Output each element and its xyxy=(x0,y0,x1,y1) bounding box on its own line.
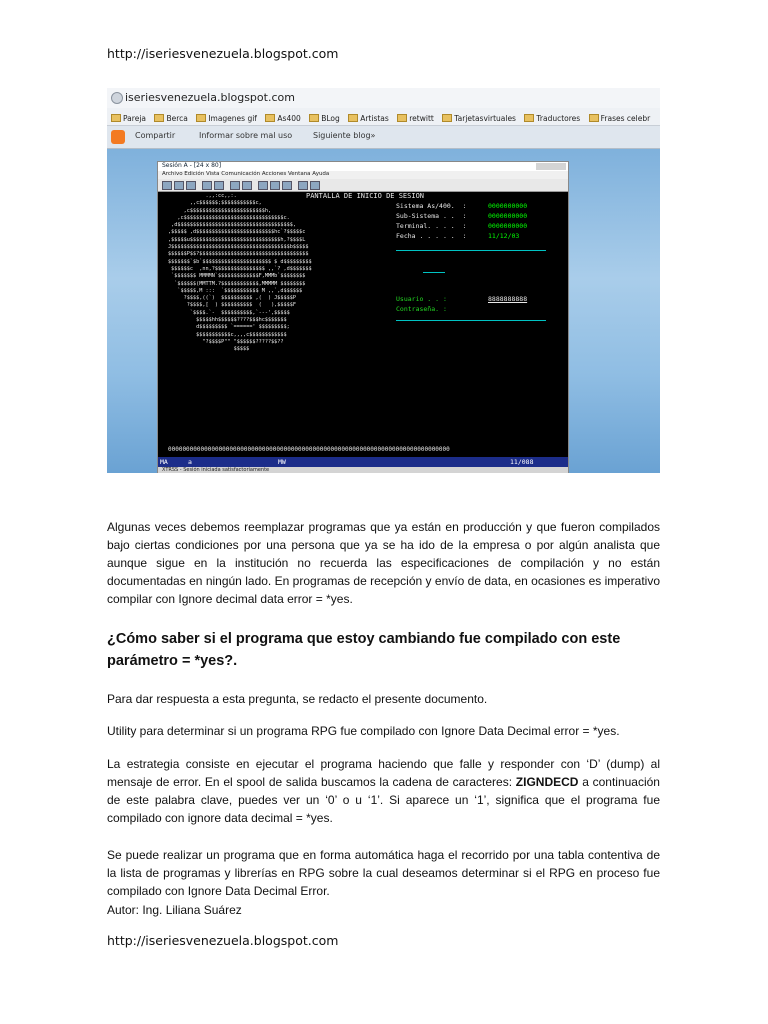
paragraph-utility: Utility para determinar si un programa RPG fue compilado con Ignore Data Decimal error = *yes. xyxy=(107,724,620,738)
field-label-subsystem: Sub-Sistema . . : xyxy=(396,212,467,220)
folder-icon xyxy=(309,114,319,122)
terminal-title: Sesión A - [24 x 80] xyxy=(162,162,222,169)
toolbar-icon xyxy=(202,181,212,190)
paragraph-automation: Se puede realizar un programa que en forma automática haga el recorrido por una tabla contentiva de la lista de programas y librerías en RPG sobre la cual deseamos determinar si el RPG en proceso fue compilado con Ignore Data Decimal Error. xyxy=(107,848,660,898)
next-blog-link: Siguiente blog» xyxy=(313,131,376,140)
address-text: iseriesvenezuela.blogspot.com xyxy=(125,91,295,104)
strategy-text-b: a continuación de este palabra clave, puedes ver un ‘0’ o u ‘1’. Si aparece un ‘1’, significa que el programa fue compilado con ignore data decimal = *yes. xyxy=(107,775,660,825)
toolbar-icon xyxy=(186,181,196,190)
section-heading: ¿Cómo saber si el programa que estoy cambiando fue compilado con este parámetro = *yes?. xyxy=(107,631,621,669)
bookmarks-bar xyxy=(107,108,660,126)
toolbar-icon xyxy=(258,181,268,190)
status-left: MA xyxy=(160,458,168,466)
keyword-zigndecd: ZIGNDECD xyxy=(515,775,579,789)
terminal-toolbar xyxy=(158,179,568,192)
blogger-logo-icon xyxy=(111,130,125,144)
share-link: Compartir xyxy=(135,131,176,140)
terminal-window xyxy=(157,161,569,473)
paragraph-purpose: Para dar respuesta a esta pregunta, se redacto el presente documento. xyxy=(107,692,488,706)
zeros-row: 000000000000000000000000000000000000000000000000000000000000000000000000000000 xyxy=(168,446,450,453)
bookmark-label: Berca xyxy=(166,114,188,123)
password-label: Contraseña. : xyxy=(396,305,447,313)
terminal-footer xyxy=(158,467,568,473)
status-mw: MW xyxy=(278,458,286,466)
field-value-subsystem: 0000000000 xyxy=(488,212,528,220)
bookmark-label: BLog xyxy=(321,114,340,123)
field-value-terminal: 0000000000 xyxy=(488,222,528,230)
footer-url[interactable]: http://iseriesvenezuela.blogspot.com xyxy=(107,933,339,948)
field-value-system: 0000000000 xyxy=(488,202,528,210)
bookmark-item xyxy=(154,114,187,123)
toolbar-icon xyxy=(174,181,184,190)
bookmark-label: Pareja xyxy=(123,114,146,123)
bookmark-label: Tarjetasvirtuales xyxy=(454,114,516,123)
embedded-screenshot xyxy=(107,88,660,473)
bookmark-item xyxy=(524,114,580,123)
folder-icon xyxy=(265,114,275,122)
toolbar-icon xyxy=(282,181,292,190)
bookmark-item xyxy=(111,114,146,123)
bookmark-label: retwitt xyxy=(409,114,434,123)
toolbar-icon xyxy=(242,181,252,190)
browser-address-bar xyxy=(107,88,660,109)
bookmark-item xyxy=(442,114,516,123)
folder-icon xyxy=(196,114,206,122)
globe-icon xyxy=(111,92,123,104)
header-url[interactable]: http://iseriesvenezuela.blogspot.com xyxy=(107,46,339,61)
status-cursor-pos: 11/088 xyxy=(510,458,534,466)
field-label-date: Fecha . . . . . : xyxy=(396,232,467,240)
terminal-menubar xyxy=(158,171,568,179)
window-controls-icon xyxy=(536,163,566,170)
status-indicator: a xyxy=(188,458,192,466)
toolbar-icon xyxy=(162,181,172,190)
folder-icon xyxy=(442,114,452,122)
bookmark-item xyxy=(265,114,300,123)
user-input[interactable]: 8888888888 xyxy=(488,295,528,303)
folder-icon xyxy=(397,114,407,122)
folder-icon xyxy=(524,114,534,122)
terminal-menu-text: Archivo Edición Vista Comunicación Acciones Ventana Ayuda xyxy=(162,171,330,177)
separator-line xyxy=(423,272,445,273)
toolbar-icon xyxy=(230,181,240,190)
report-abuse-link: Informar sobre mal uso xyxy=(199,131,293,140)
folder-icon xyxy=(348,114,358,122)
bookmark-item xyxy=(348,114,389,123)
separator-line xyxy=(396,320,546,321)
ascii-art-skull: .,,:cc,,:. ,,c$$$$$$;$$$$$$$$$$$c, ,c$$$$$$$$$$$$$$$$$$$$$$$$h, ,c$$$$$$$$$$$$$$$$$$$$$$$$$$$$$$$$c. ,d$$$$$$$$$$$$$$$$$$$$$$$$$$$$$$$$$$$$$, ,$$$$$ ,d$$$$$$$$$$$$$$$$$$$$$$$$$hc`?$$$$$c ,$$$$$u$$$$$$$$$$$$$$$$$$$$$$$$$$$$$h,?$$$$L J$$$$$$$$$$$$$$$$$$$$$$$$$$$$$$$$$$$$$$b$$$$$ $$$$$$P$$?$$$$$$$$$$$$$$$$$$$$$$$$$$$$$$$$$$$ $$$$$$$`$b`$$$$$$$$$$$$$$$$$$$$$$ $ d$$$$$$$$$ $$$$$$c ,nn,?$$$$$$$$$$$$$$$$ ,,`? ,d$$$$$$$ `$$$$$$$ MMMMN`$$$$$$$$$$$$$F,MMMb`$$$$$$$$ `$$$$$$(MMTTM.?$$$$$$$$$$$$,MMMMM $$$$$$$$ `$$$$$,M ::: `$$$$$$$$$$$ M ,,`,d$$$$$$ ?$$$$,((`) $$$$$$$$$$ ,( ) J$$$$$P ?$$$$,[ ) $$$$$$$$$$ ( ),$$$$$F `$$$$.`- $$$$$$$$$$,`---',$$$$$ $$$$$hh$$$$$$????$$$hc$$$$$$$ d$$$$$$$$$ `======' $$$$$$$$$; $$$$$$$$$$$c,,,,c$$$$$$$$$$$$ "?$$$$P"" "$$$$$$?????$$?? $$$$$ xyxy=(168,193,312,353)
field-value-date: 11/12/03 xyxy=(488,232,520,240)
blogger-navbar xyxy=(107,126,660,149)
toolbar-icon xyxy=(310,181,320,190)
bookmark-item xyxy=(397,114,434,123)
toolbar-icon xyxy=(270,181,280,190)
terminal-titlebar xyxy=(158,162,568,171)
author-line: Autor: Ing. Liliana Suárez xyxy=(107,903,242,917)
bookmark-item xyxy=(309,114,340,123)
terminal-status-bar xyxy=(158,457,568,467)
screen-title: PANTALLA DE INICIO DE SESION xyxy=(306,192,425,200)
paragraph-strategy xyxy=(107,755,660,827)
bookmark-label: Artistas xyxy=(360,114,389,123)
bookmark-label: As400 xyxy=(277,114,301,123)
separator-line xyxy=(396,250,546,251)
paragraph-intro: Algunas veces debemos reemplazar programas que ya están en producción y que fueron compilados bajo ciertas condiciones por una persona que ya se ha ido de la empresa o por algún analista que aunque sigue en la institución no recuerda las especificaciones de compilación y no están documentadas en ningún lado. En programas de recepción y envío de data, en ocasiones es imperativo compilar con Ignore decimal data error = *yes. xyxy=(107,520,660,606)
strategy-text-a: La estrategia consiste en ejecutar el programa haciendo que falle y responder con ‘D’ (dump) al mensaje de error. En el spool de salida buscamos la cadena de caracteres: xyxy=(107,757,660,789)
bookmark-label: Frases celebr xyxy=(600,114,651,123)
bookmark-label: Imagenes gif xyxy=(208,114,257,123)
toolbar-icon xyxy=(298,181,308,190)
terminal-footer-text: XTRSS - Sesión iniciada satisfactoriamente xyxy=(162,467,270,473)
bookmark-item xyxy=(589,114,651,123)
folder-icon xyxy=(111,114,121,122)
field-label-system: Sistema As/400. : xyxy=(396,202,467,210)
folder-icon xyxy=(154,114,164,122)
user-label: Usuario . . : xyxy=(396,295,447,303)
folder-icon xyxy=(589,114,599,122)
bookmark-label: Traductores xyxy=(536,114,581,123)
field-label-terminal: Terminal. . . . : xyxy=(396,222,467,230)
bookmark-item xyxy=(196,114,257,123)
toolbar-icon xyxy=(214,181,224,190)
